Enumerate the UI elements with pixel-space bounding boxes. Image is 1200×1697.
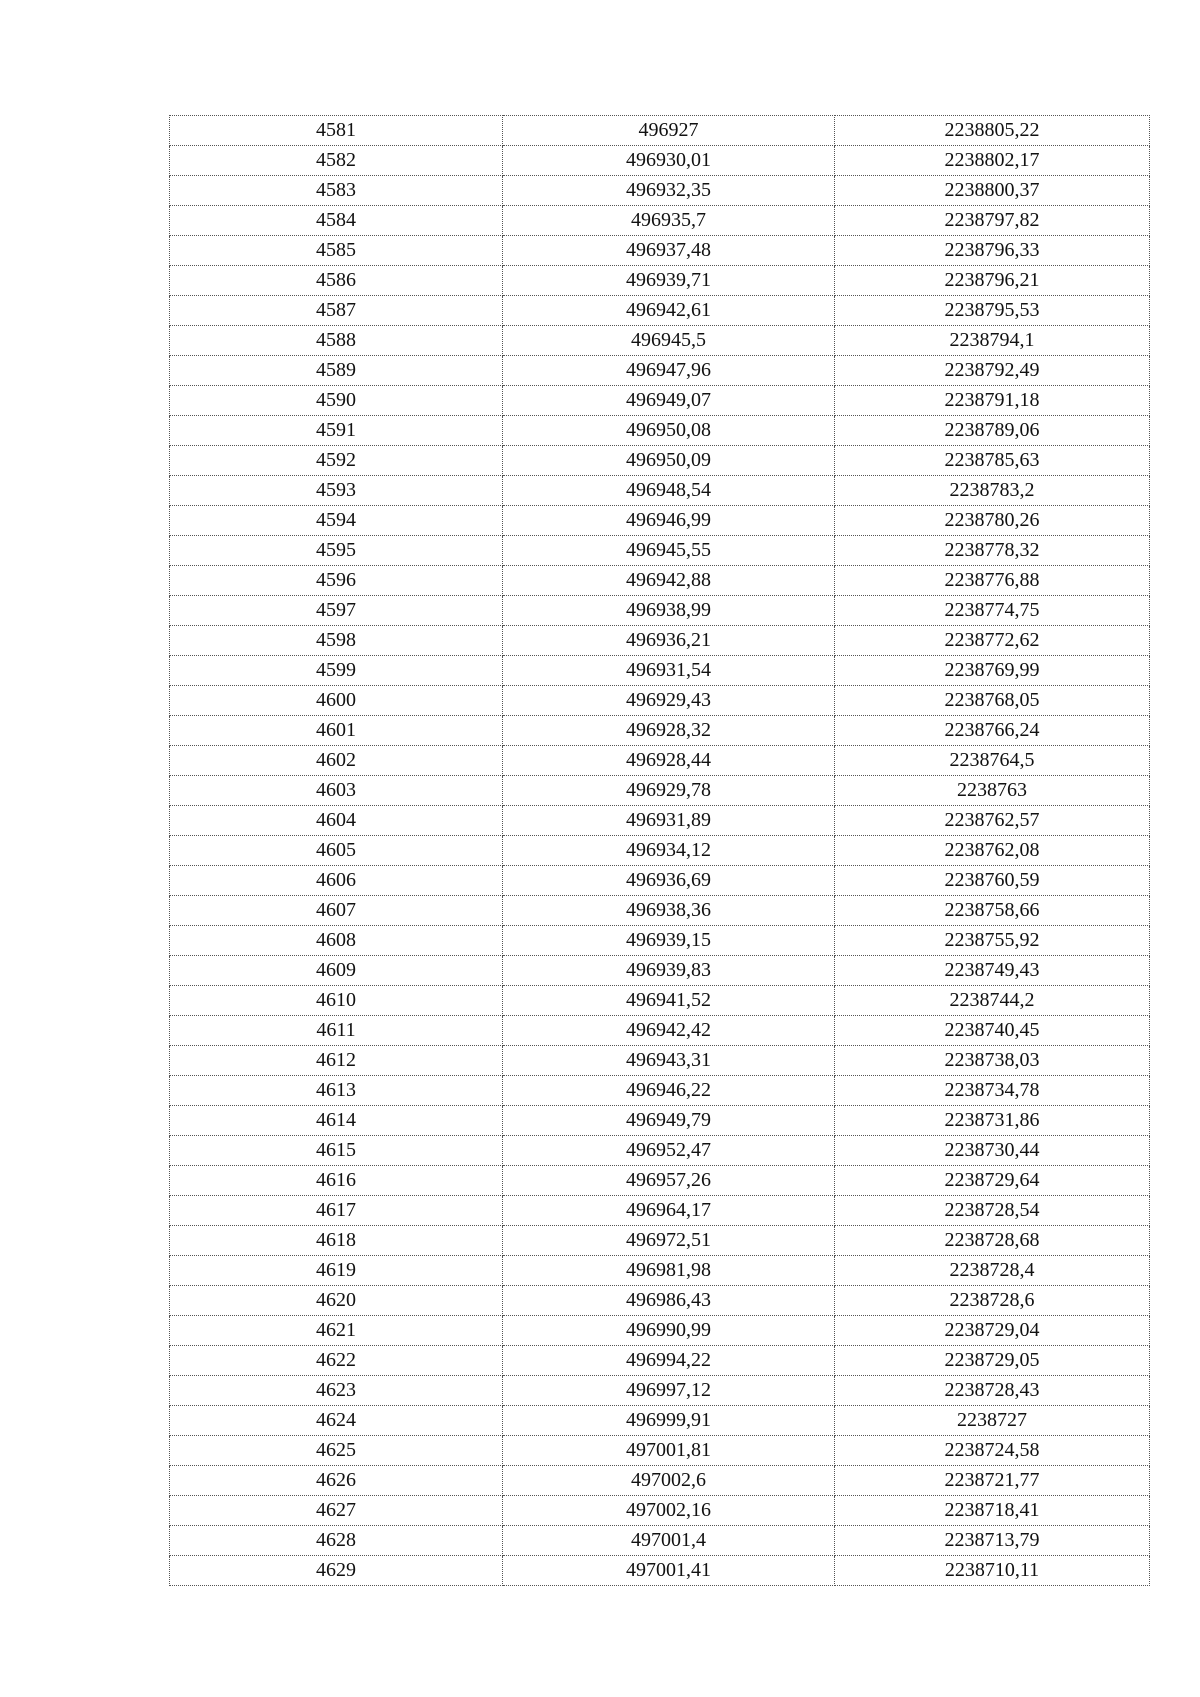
point-number-cell: 4588: [170, 326, 503, 356]
point-number-cell: 4581: [170, 116, 503, 146]
table-row: [170, 956, 1150, 986]
x-coordinate-cell: 496935,7: [503, 206, 835, 236]
point-number-cell: 4617: [170, 1196, 503, 1226]
coordinates-table: [169, 115, 1150, 1586]
x-coordinate-cell: 496948,54: [503, 476, 835, 506]
table-row: [170, 806, 1150, 836]
y-coordinate-cell: 2238797,82: [835, 206, 1150, 236]
y-coordinate-cell: 2238731,86: [835, 1106, 1150, 1136]
point-number-cell: 4582: [170, 146, 503, 176]
point-number-cell: 4591: [170, 416, 503, 446]
table-row: [170, 656, 1150, 686]
point-number-cell: 4583: [170, 176, 503, 206]
x-coordinate-cell: 496942,61: [503, 296, 835, 326]
point-number-cell: 4587: [170, 296, 503, 326]
y-coordinate-cell: 2238762,57: [835, 806, 1150, 836]
y-coordinate-cell: 2238783,2: [835, 476, 1150, 506]
y-coordinate-cell: 2238728,43: [835, 1376, 1150, 1406]
x-coordinate-cell: 497002,6: [503, 1466, 835, 1496]
y-coordinate-cell: 2238740,45: [835, 1016, 1150, 1046]
y-coordinate-cell: 2238772,62: [835, 626, 1150, 656]
point-number-cell: 4604: [170, 806, 503, 836]
x-coordinate-cell: 496931,89: [503, 806, 835, 836]
table-row: [170, 776, 1150, 806]
point-number-cell: 4600: [170, 686, 503, 716]
y-coordinate-cell: 2238729,04: [835, 1316, 1150, 1346]
y-coordinate-cell: 2238789,06: [835, 416, 1150, 446]
point-number-cell: 4605: [170, 836, 503, 866]
x-coordinate-cell: 497001,41: [503, 1556, 835, 1586]
point-number-cell: 4615: [170, 1136, 503, 1166]
x-coordinate-cell: 496947,96: [503, 356, 835, 386]
table-row: [170, 1406, 1150, 1436]
x-coordinate-cell: 496932,35: [503, 176, 835, 206]
x-coordinate-cell: 496952,47: [503, 1136, 835, 1166]
point-number-cell: 4628: [170, 1526, 503, 1556]
y-coordinate-cell: 2238780,26: [835, 506, 1150, 536]
table-row: [170, 356, 1150, 386]
point-number-cell: 4596: [170, 566, 503, 596]
point-number-cell: 4607: [170, 896, 503, 926]
x-coordinate-cell: 496986,43: [503, 1286, 835, 1316]
y-coordinate-cell: 2238734,78: [835, 1076, 1150, 1106]
y-coordinate-cell: 2238802,17: [835, 146, 1150, 176]
point-number-cell: 4626: [170, 1466, 503, 1496]
x-coordinate-cell: 497001,4: [503, 1526, 835, 1556]
y-coordinate-cell: 2238718,41: [835, 1496, 1150, 1526]
x-coordinate-cell: 496938,99: [503, 596, 835, 626]
x-coordinate-cell: 496931,54: [503, 656, 835, 686]
point-number-cell: 4584: [170, 206, 503, 236]
table-row: [170, 1196, 1150, 1226]
y-coordinate-cell: 2238791,18: [835, 386, 1150, 416]
y-coordinate-cell: 2238785,63: [835, 446, 1150, 476]
x-coordinate-cell: 496941,52: [503, 986, 835, 1016]
y-coordinate-cell: 2238728,6: [835, 1286, 1150, 1316]
y-coordinate-cell: 2238776,88: [835, 566, 1150, 596]
x-coordinate-cell: 496964,17: [503, 1196, 835, 1226]
y-coordinate-cell: 2238796,21: [835, 266, 1150, 296]
x-coordinate-cell: 497001,81: [503, 1436, 835, 1466]
y-coordinate-cell: 2238758,66: [835, 896, 1150, 926]
point-number-cell: 4602: [170, 746, 503, 776]
y-coordinate-cell: 2238721,77: [835, 1466, 1150, 1496]
x-coordinate-cell: 496929,78: [503, 776, 835, 806]
y-coordinate-cell: 2238728,4: [835, 1256, 1150, 1286]
y-coordinate-cell: 2238710,11: [835, 1556, 1150, 1586]
table-row: [170, 326, 1150, 356]
x-coordinate-cell: 496942,42: [503, 1016, 835, 1046]
table-row: [170, 986, 1150, 1016]
point-number-cell: 4599: [170, 656, 503, 686]
point-number-cell: 4586: [170, 266, 503, 296]
point-number-cell: 4589: [170, 356, 503, 386]
table-row: [170, 866, 1150, 896]
y-coordinate-cell: 2238728,54: [835, 1196, 1150, 1226]
y-coordinate-cell: 2238729,05: [835, 1346, 1150, 1376]
table-row: [170, 1256, 1150, 1286]
x-coordinate-cell: 496942,88: [503, 566, 835, 596]
table-row: [170, 146, 1150, 176]
y-coordinate-cell: 2238764,5: [835, 746, 1150, 776]
table-row: [170, 1286, 1150, 1316]
y-coordinate-cell: 2238794,1: [835, 326, 1150, 356]
point-number-cell: 4618: [170, 1226, 503, 1256]
x-coordinate-cell: 496994,22: [503, 1346, 835, 1376]
table-row: [170, 716, 1150, 746]
point-number-cell: 4620: [170, 1286, 503, 1316]
x-coordinate-cell: 496928,32: [503, 716, 835, 746]
x-coordinate-cell: 496990,99: [503, 1316, 835, 1346]
x-coordinate-cell: 496939,15: [503, 926, 835, 956]
x-coordinate-cell: 496937,48: [503, 236, 835, 266]
point-number-cell: 4594: [170, 506, 503, 536]
x-coordinate-cell: 496928,44: [503, 746, 835, 776]
point-number-cell: 4616: [170, 1166, 503, 1196]
table-row: [170, 236, 1150, 266]
table-row: [170, 266, 1150, 296]
table-row: [170, 1226, 1150, 1256]
x-coordinate-cell: 496943,31: [503, 1046, 835, 1076]
table-row: [170, 566, 1150, 596]
x-coordinate-cell: 496930,01: [503, 146, 835, 176]
y-coordinate-cell: 2238792,49: [835, 356, 1150, 386]
table-row: [170, 416, 1150, 446]
point-number-cell: 4609: [170, 956, 503, 986]
table-row: [170, 1526, 1150, 1556]
coordinates-table-body: [170, 116, 1150, 1586]
x-coordinate-cell: 497002,16: [503, 1496, 835, 1526]
point-number-cell: 4592: [170, 446, 503, 476]
x-coordinate-cell: 496997,12: [503, 1376, 835, 1406]
table-row: [170, 1166, 1150, 1196]
x-coordinate-cell: 496972,51: [503, 1226, 835, 1256]
x-coordinate-cell: 496929,43: [503, 686, 835, 716]
point-number-cell: 4601: [170, 716, 503, 746]
x-coordinate-cell: 496945,5: [503, 326, 835, 356]
table-row: [170, 926, 1150, 956]
x-coordinate-cell: 496946,22: [503, 1076, 835, 1106]
x-coordinate-cell: 496939,83: [503, 956, 835, 986]
y-coordinate-cell: 2238774,75: [835, 596, 1150, 626]
table-row: [170, 1316, 1150, 1346]
y-coordinate-cell: 2238766,24: [835, 716, 1150, 746]
table-row: [170, 176, 1150, 206]
y-coordinate-cell: 2238778,32: [835, 536, 1150, 566]
point-number-cell: 4585: [170, 236, 503, 266]
x-coordinate-cell: 496938,36: [503, 896, 835, 926]
y-coordinate-cell: 2238755,92: [835, 926, 1150, 956]
point-number-cell: 4606: [170, 866, 503, 896]
table-row: [170, 386, 1150, 416]
table-row: [170, 1346, 1150, 1376]
point-number-cell: 4603: [170, 776, 503, 806]
table-row: [170, 746, 1150, 776]
point-number-cell: 4608: [170, 926, 503, 956]
y-coordinate-cell: 2238713,79: [835, 1526, 1150, 1556]
x-coordinate-cell: 496945,55: [503, 536, 835, 566]
y-coordinate-cell: 2238768,05: [835, 686, 1150, 716]
y-coordinate-cell: 2238795,53: [835, 296, 1150, 326]
point-number-cell: 4619: [170, 1256, 503, 1286]
x-coordinate-cell: 496957,26: [503, 1166, 835, 1196]
table-row: [170, 536, 1150, 566]
point-number-cell: 4629: [170, 1556, 503, 1586]
table-row: [170, 596, 1150, 626]
point-number-cell: 4621: [170, 1316, 503, 1346]
x-coordinate-cell: 496936,21: [503, 626, 835, 656]
y-coordinate-cell: 2238727: [835, 1406, 1150, 1436]
y-coordinate-cell: 2238763: [835, 776, 1150, 806]
point-number-cell: 4623: [170, 1376, 503, 1406]
table-row: [170, 1556, 1150, 1586]
table-row: [170, 206, 1150, 236]
x-coordinate-cell: 496950,08: [503, 416, 835, 446]
table-row: [170, 896, 1150, 926]
point-number-cell: 4622: [170, 1346, 503, 1376]
y-coordinate-cell: 2238769,99: [835, 656, 1150, 686]
table-row: [170, 476, 1150, 506]
table-row: [170, 1016, 1150, 1046]
table-row: [170, 1436, 1150, 1466]
point-number-cell: 4611: [170, 1016, 503, 1046]
table-row: [170, 1376, 1150, 1406]
point-number-cell: 4598: [170, 626, 503, 656]
y-coordinate-cell: 2238762,08: [835, 836, 1150, 866]
x-coordinate-cell: 496934,12: [503, 836, 835, 866]
table-row: [170, 1496, 1150, 1526]
table-row: [170, 296, 1150, 326]
table-row: [170, 1106, 1150, 1136]
y-coordinate-cell: 2238728,68: [835, 1226, 1150, 1256]
x-coordinate-cell: 496946,99: [503, 506, 835, 536]
x-coordinate-cell: 496939,71: [503, 266, 835, 296]
point-number-cell: 4610: [170, 986, 503, 1016]
x-coordinate-cell: 496936,69: [503, 866, 835, 896]
x-coordinate-cell: 496950,09: [503, 446, 835, 476]
point-number-cell: 4625: [170, 1436, 503, 1466]
table-row: [170, 836, 1150, 866]
table-row: [170, 506, 1150, 536]
point-number-cell: 4597: [170, 596, 503, 626]
y-coordinate-cell: 2238760,59: [835, 866, 1150, 896]
table-row: [170, 686, 1150, 716]
y-coordinate-cell: 2238805,22: [835, 116, 1150, 146]
point-number-cell: 4613: [170, 1076, 503, 1106]
table-row: [170, 446, 1150, 476]
y-coordinate-cell: 2238738,03: [835, 1046, 1150, 1076]
table-row: [170, 116, 1150, 146]
x-coordinate-cell: 496981,98: [503, 1256, 835, 1286]
y-coordinate-cell: 2238796,33: [835, 236, 1150, 266]
table-row: [170, 1046, 1150, 1076]
y-coordinate-cell: 2238800,37: [835, 176, 1150, 206]
y-coordinate-cell: 2238744,2: [835, 986, 1150, 1016]
table-row: [170, 626, 1150, 656]
point-number-cell: 4595: [170, 536, 503, 566]
point-number-cell: 4593: [170, 476, 503, 506]
x-coordinate-cell: 496999,91: [503, 1406, 835, 1436]
table-row: [170, 1136, 1150, 1166]
x-coordinate-cell: 496949,79: [503, 1106, 835, 1136]
x-coordinate-cell: 496949,07: [503, 386, 835, 416]
y-coordinate-cell: 2238724,58: [835, 1436, 1150, 1466]
y-coordinate-cell: 2238729,64: [835, 1166, 1150, 1196]
x-coordinate-cell: 496927: [503, 116, 835, 146]
point-number-cell: 4627: [170, 1496, 503, 1526]
table-row: [170, 1466, 1150, 1496]
point-number-cell: 4624: [170, 1406, 503, 1436]
point-number-cell: 4612: [170, 1046, 503, 1076]
y-coordinate-cell: 2238730,44: [835, 1136, 1150, 1166]
table-row: [170, 1076, 1150, 1106]
y-coordinate-cell: 2238749,43: [835, 956, 1150, 986]
point-number-cell: 4614: [170, 1106, 503, 1136]
point-number-cell: 4590: [170, 386, 503, 416]
